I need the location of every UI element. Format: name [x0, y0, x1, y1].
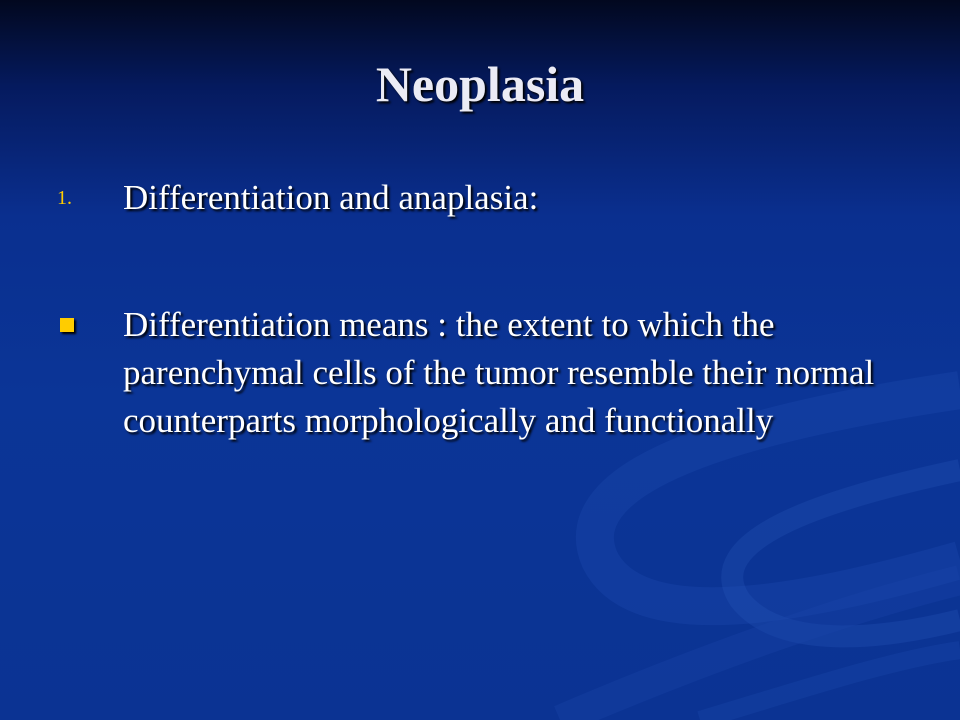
- square-bullet-icon: [60, 318, 74, 332]
- slide-title: Neoplasia: [375, 56, 585, 112]
- bullet-item-text: Differentiation means : the extent to which the parenchymal cells of the tumor resemble their normal counterparts morphologically and functionally: [123, 305, 875, 440]
- list-number: 1.: [57, 187, 72, 209]
- numbered-item-text: Differentiation and anaplasia:: [123, 178, 539, 217]
